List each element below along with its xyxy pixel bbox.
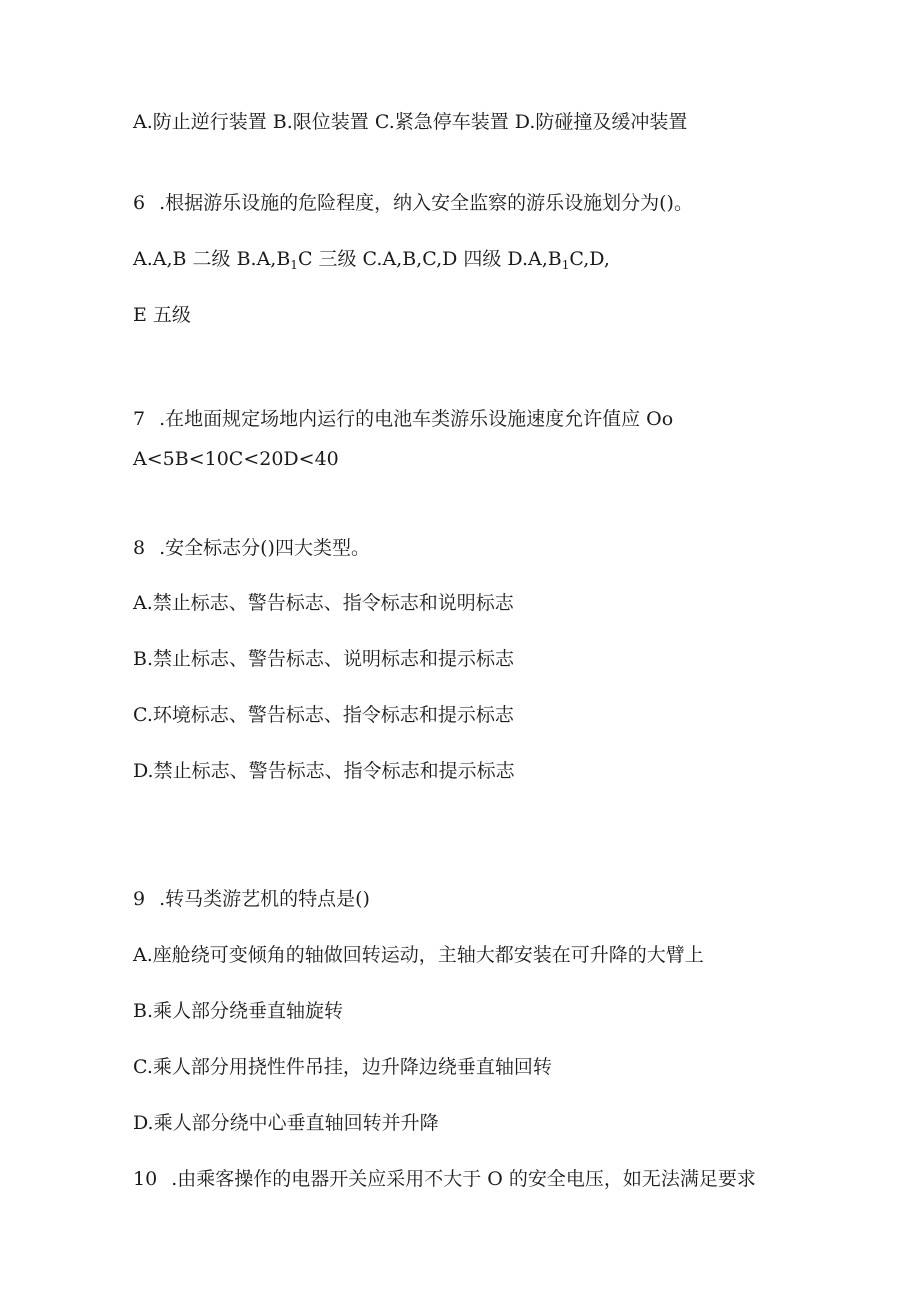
question-10 (133, 1166, 756, 1192)
question-text: .安全标志分()四大类型。 (159, 537, 370, 559)
option-text: C.环境标志、警告标志、指令标志和提示标志 (133, 704, 514, 726)
q6-options (133, 246, 610, 272)
q6-options-cont (133, 302, 191, 328)
question-text: .由乘客操作的电器开关应采用不大于 O 的安全电压，如无法满足要求 (171, 1168, 756, 1190)
q5-options-text: A.防止逆行装置 B.限位装置 C.紧急停车装置 D.防碰撞及缓冲装置 (133, 111, 688, 133)
option-text: B.乘人部分绕垂直轴旋转 (133, 1000, 344, 1022)
q6-option-part-b: C 三级 C.A,B,C,D 四级 D.A,B (297, 248, 562, 270)
q5-options (133, 109, 687, 135)
question-number: 8 (133, 537, 146, 559)
question-number: 10 (133, 1168, 158, 1190)
q9-option-b (133, 998, 343, 1024)
question-8 (133, 535, 370, 561)
option-text: D.乘人部分绕中心垂直轴回转并升降 (133, 1112, 439, 1134)
q8-option-c (133, 702, 514, 728)
q8-option-d (133, 758, 515, 784)
q6-option-part-d: E 五级 (133, 304, 191, 326)
q9-option-c (133, 1054, 552, 1080)
question-7 (133, 406, 673, 432)
question-number: 9 (133, 888, 146, 910)
q9-option-d (133, 1110, 439, 1136)
subscript: 1 (561, 258, 570, 272)
q8-option-a (133, 590, 514, 616)
option-text: A.禁止标志、警告标志、指令标志和说明标志 (133, 592, 514, 614)
option-text: C.乘人部分用挠性件吊挂，边升降边绕垂直轴回转 (133, 1056, 552, 1078)
question-6 (133, 190, 693, 216)
question-number: 7 (133, 408, 146, 430)
q7-options (133, 446, 339, 472)
q7-options-text: A<5B<10C<20D<40 (133, 448, 339, 470)
option-text: A.座舱绕可变倾角的轴做回转运动，主轴大都安装在可升降的大臂上 (133, 944, 704, 966)
question-text: .在地面规定场地内运行的电池车类游乐设施速度允许值应 Oo (159, 408, 674, 430)
q6-option-part-a: A.A,B 二级 B.A,B (133, 248, 291, 270)
option-text: B.禁止标志、警告标志、说明标志和提示标志 (133, 648, 515, 670)
q8-option-b (133, 646, 514, 672)
question-number: 6 (133, 192, 146, 214)
question-text: .转马类游艺机的特点是() (159, 888, 370, 910)
subscript: 1 (290, 258, 298, 272)
question-9 (133, 886, 370, 912)
q9-option-a (133, 942, 704, 968)
question-text: .根据游乐设施的危险程度，纳入安全监察的游乐设施划分为()。 (159, 192, 693, 214)
q6-option-part-c: C,D, (569, 248, 610, 270)
option-text: D.禁止标志、警告标志、指令标志和提示标志 (133, 760, 515, 782)
